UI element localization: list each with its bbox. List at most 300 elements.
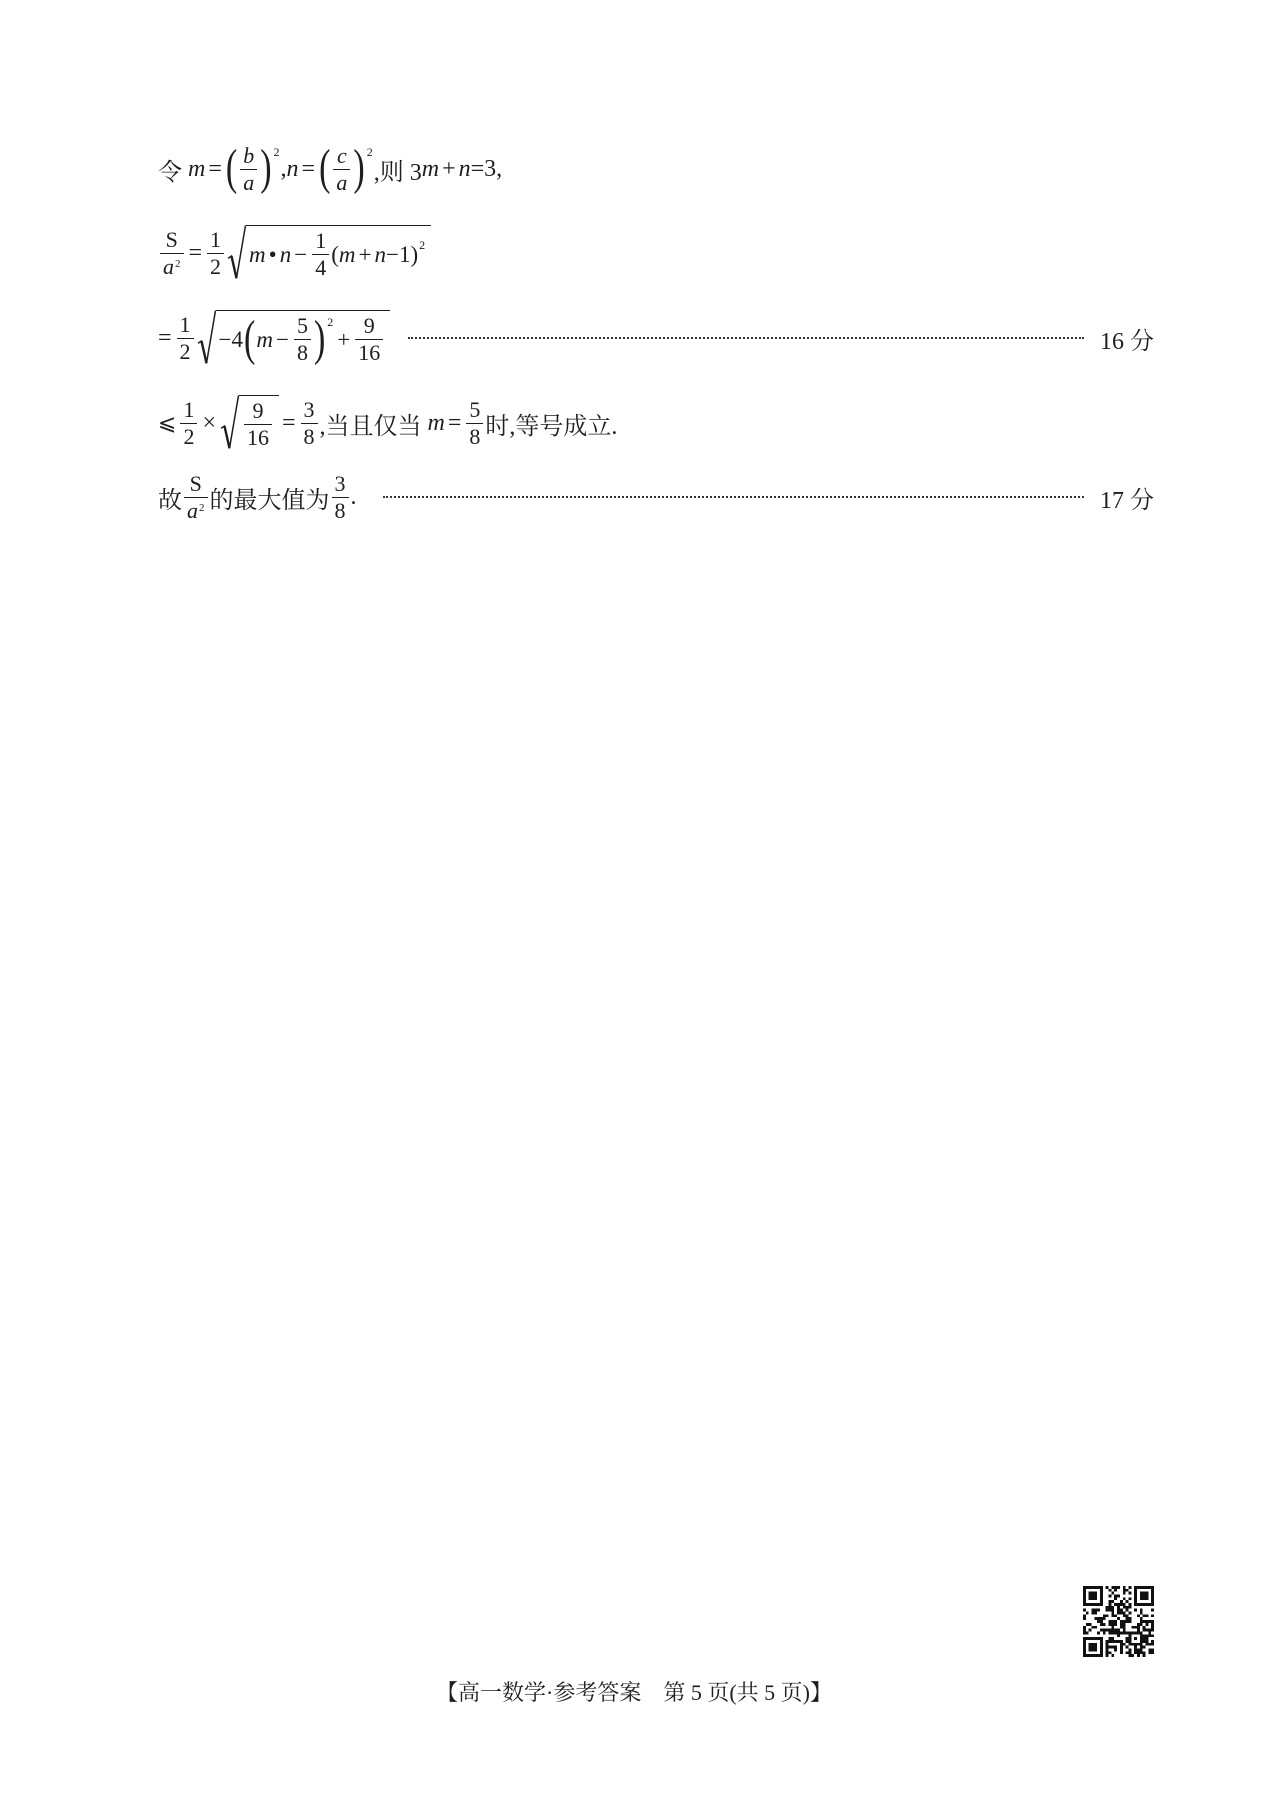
qr-module [1137, 1626, 1140, 1629]
qr-module [1103, 1631, 1106, 1634]
qr-module [1114, 1631, 1117, 1634]
qr-module [1111, 1637, 1114, 1640]
qr-module [1120, 1620, 1123, 1623]
qr-module [1109, 1623, 1112, 1626]
qr-module [1114, 1614, 1117, 1617]
qr-module [1123, 1623, 1126, 1626]
qr-module [1106, 1643, 1109, 1646]
qr-module [1109, 1620, 1112, 1623]
qr-module [1114, 1648, 1117, 1651]
qr-module [1117, 1640, 1120, 1643]
qr-module [1123, 1631, 1126, 1634]
qr-module [1109, 1595, 1112, 1598]
qr-module [1109, 1600, 1112, 1603]
qr-module [1151, 1629, 1154, 1632]
qr-module [1143, 1640, 1146, 1643]
fraction-three-eighths [332, 472, 349, 523]
qr-module [1145, 1637, 1148, 1640]
qr-module [1106, 1648, 1109, 1651]
qr-module [1123, 1586, 1126, 1589]
qr-module [1089, 1592, 1098, 1601]
qr-module [1114, 1623, 1117, 1626]
equals-sign: = [447, 409, 462, 436]
qr-module [1111, 1586, 1114, 1589]
solution-line-3 [158, 306, 1154, 370]
qr-module [1123, 1603, 1126, 1606]
qr-module [1123, 1620, 1126, 1623]
qr-module [1131, 1654, 1134, 1657]
qr-module [1094, 1617, 1097, 1620]
qr-module [1145, 1623, 1148, 1626]
qr-module [1117, 1634, 1120, 1637]
fraction-denominator: 8 [334, 497, 346, 523]
qr-module [1120, 1648, 1123, 1651]
qr-module [1083, 1629, 1086, 1632]
qr-module [1094, 1609, 1097, 1612]
var-n: n [279, 241, 292, 267]
qr-module [1111, 1623, 1114, 1626]
exponent: 2 [419, 238, 426, 252]
qr-module [1128, 1617, 1131, 1620]
qr-code-icon [1083, 1586, 1154, 1657]
fraction-denominator: 4 [315, 255, 327, 280]
qr-module [1123, 1606, 1126, 1609]
var-a: a [163, 253, 174, 279]
qr-module [1128, 1606, 1131, 1609]
qr-module [1148, 1651, 1151, 1654]
exponent: 2 [199, 501, 205, 514]
var-n: n [458, 155, 471, 182]
qr-module [1120, 1651, 1123, 1654]
qr-module [1114, 1595, 1117, 1598]
qr-module [1109, 1609, 1112, 1612]
var-m: m [421, 155, 440, 182]
qr-module [1083, 1614, 1086, 1617]
qr-module [1097, 1631, 1100, 1634]
var-n: n [374, 241, 386, 267]
fraction-numerator: S [160, 228, 184, 254]
fraction-nine-sixteenths [355, 314, 383, 365]
left-paren: ( [331, 241, 339, 267]
fraction-three-eighths [301, 398, 318, 449]
qr-module [1120, 1640, 1123, 1643]
qr-module [1128, 1592, 1131, 1595]
qr-module [1126, 1646, 1129, 1649]
qr-module [1128, 1612, 1131, 1615]
fraction-five-eighths [294, 314, 311, 365]
left-paren: ( [225, 141, 238, 196]
qr-module [1109, 1631, 1112, 1634]
text-equals-three: =3, [470, 155, 503, 182]
qr-module [1117, 1612, 1120, 1615]
right-paren: ) [260, 141, 272, 196]
fraction-numerator: 5 [294, 314, 311, 340]
qr-module [1106, 1646, 1109, 1649]
dot-operator: • [268, 241, 277, 267]
fraction-denominator: 8 [469, 423, 481, 449]
fraction-five-eighths [466, 398, 483, 449]
qr-module [1126, 1589, 1129, 1592]
fraction-numerator: 9 [244, 399, 272, 425]
qr-module [1100, 1629, 1103, 1632]
qr-module [1117, 1606, 1120, 1609]
qr-module [1128, 1603, 1131, 1606]
qr-module [1103, 1623, 1106, 1626]
plus-sign: + [442, 155, 456, 182]
qr-module [1106, 1609, 1109, 1612]
qr-module [1117, 1603, 1120, 1606]
fraction-numerator: 1 [180, 398, 197, 424]
qr-module [1143, 1614, 1146, 1617]
text-ling: 令 [158, 159, 182, 186]
qr-module [1111, 1654, 1114, 1657]
fraction-denominator [184, 498, 208, 523]
qr-module [1151, 1651, 1154, 1654]
qr-module [1117, 1629, 1120, 1632]
qr-module [1140, 1592, 1149, 1601]
left-paren: ( [244, 311, 256, 366]
fraction-c-over-a [333, 144, 350, 195]
qr-module [1120, 1612, 1123, 1615]
qr-module [1111, 1612, 1114, 1615]
qr-module [1106, 1640, 1109, 1643]
qr-module [1148, 1620, 1151, 1623]
qr-module [1083, 1631, 1086, 1634]
qr-module [1083, 1626, 1086, 1629]
qr-module [1120, 1603, 1123, 1606]
qr-module [1083, 1609, 1086, 1612]
qr-module [1106, 1629, 1109, 1632]
qr-module [1143, 1637, 1146, 1640]
qr-module [1111, 1626, 1114, 1629]
exponent: 2 [175, 257, 181, 270]
qr-module [1137, 1614, 1140, 1617]
qr-module [1109, 1606, 1112, 1609]
qr-module [1128, 1586, 1131, 1589]
qr-module [1117, 1586, 1120, 1589]
qr-module [1120, 1643, 1123, 1646]
qr-module [1123, 1592, 1126, 1595]
qr-module [1114, 1589, 1117, 1592]
comma: , [280, 155, 287, 182]
qr-module [1100, 1620, 1103, 1623]
qr-module [1103, 1617, 1106, 1620]
qr-module [1148, 1634, 1151, 1637]
qr-module [1123, 1629, 1126, 1632]
qr-module [1114, 1629, 1117, 1632]
qr-module [1151, 1620, 1154, 1623]
qr-module [1143, 1620, 1146, 1623]
solution-line-2 [158, 221, 431, 285]
qr-module [1111, 1646, 1114, 1649]
qr-module [1151, 1614, 1154, 1617]
fraction-one-quarter [312, 229, 329, 280]
qr-module [1111, 1609, 1114, 1612]
qr-module [1151, 1648, 1154, 1651]
qr-module [1111, 1631, 1114, 1634]
qr-module [1145, 1643, 1148, 1646]
qr-module [1117, 1617, 1120, 1620]
exponent: 2 [327, 315, 334, 329]
qr-module [1140, 1623, 1143, 1626]
qr-module [1145, 1640, 1148, 1643]
qr-module [1137, 1654, 1140, 1657]
qr-module [1143, 1651, 1146, 1654]
qr-module [1151, 1609, 1154, 1612]
radical-sign-icon [220, 395, 239, 451]
qr-module [1128, 1597, 1131, 1600]
qr-module [1134, 1646, 1137, 1649]
qr-module [1148, 1643, 1151, 1646]
qr-module [1123, 1589, 1126, 1592]
page-footer: 【高一数学·参考答案 第 5 页(共 5 页)】 [436, 1680, 832, 1705]
qr-module [1148, 1629, 1151, 1632]
fraction-numerator: b [240, 144, 257, 170]
qr-module [1109, 1629, 1112, 1632]
var-m: m [256, 326, 273, 352]
qr-module [1083, 1617, 1086, 1620]
fraction-b-over-a [240, 144, 257, 195]
left-paren: ( [319, 141, 331, 196]
qr-module [1120, 1600, 1123, 1603]
qr-module [1128, 1620, 1131, 1623]
qr-module [1128, 1651, 1131, 1654]
qr-module [1109, 1589, 1112, 1592]
equals-sign: = [208, 155, 222, 182]
var-m: m [427, 409, 445, 436]
equals-sign: = [281, 409, 296, 436]
qr-module [1114, 1620, 1117, 1623]
var-n: n [286, 155, 299, 182]
qr-module [1137, 1629, 1140, 1632]
qr-module [1126, 1651, 1129, 1654]
solution-line-5 [158, 465, 1154, 529]
text-max-value: 的最大值为 [209, 487, 330, 514]
qr-module [1086, 1623, 1089, 1626]
qr-module [1140, 1620, 1143, 1623]
fraction-one-half [207, 228, 224, 279]
right-paren: ) [353, 141, 365, 196]
qr-module [1143, 1646, 1146, 1649]
qr-module [1086, 1631, 1089, 1634]
qr-module [1097, 1620, 1100, 1623]
radicand [246, 225, 431, 281]
qr-module [1117, 1595, 1120, 1598]
qr-module [1111, 1620, 1114, 1623]
qr-module [1103, 1614, 1106, 1617]
minus-sign: − [294, 241, 308, 267]
minus-sign: − [275, 326, 289, 352]
qr-module [1134, 1626, 1137, 1629]
qr-module [1097, 1609, 1100, 1612]
qr-module [1094, 1626, 1097, 1629]
radicand [239, 395, 279, 451]
fraction-numerator: 9 [355, 314, 383, 340]
qr-module [1143, 1654, 1146, 1657]
fraction-denominator: a [336, 169, 348, 195]
square-root [227, 225, 431, 281]
qr-module [1120, 1609, 1123, 1612]
fraction-denominator: a [243, 169, 255, 195]
less-equal-sign: ⩽ [158, 410, 177, 436]
qr-module [1126, 1606, 1129, 1609]
qr-module [1143, 1626, 1146, 1629]
qr-module [1092, 1609, 1095, 1612]
radical-sign-icon [197, 310, 216, 366]
fraction-denominator: 8 [296, 340, 308, 365]
qr-module [1094, 1612, 1097, 1615]
qr-module [1140, 1612, 1143, 1615]
fraction-denominator: 8 [303, 423, 315, 449]
qr-module [1151, 1634, 1154, 1637]
qr-module [1120, 1626, 1123, 1629]
qr-module [1131, 1626, 1134, 1629]
qr-module [1109, 1637, 1112, 1640]
fraction-s-over-a-squared [184, 472, 208, 523]
fraction-numerator: 3 [301, 398, 318, 424]
fraction-numerator: 5 [466, 398, 483, 424]
qr-module [1106, 1654, 1109, 1657]
equals-sign: = [301, 155, 316, 182]
qr-module [1126, 1600, 1129, 1603]
fraction-denominator: 2 [179, 338, 191, 364]
qr-module [1148, 1648, 1151, 1651]
qr-module [1140, 1617, 1143, 1620]
period: . [350, 483, 357, 510]
qr-module [1140, 1646, 1143, 1649]
qr-module [1106, 1614, 1109, 1617]
qr-module [1117, 1631, 1120, 1634]
text-gu: 故 [158, 487, 182, 514]
fraction-one-half [180, 398, 197, 449]
qr-module [1120, 1631, 1123, 1634]
plus-sign: + [358, 241, 372, 267]
square-root [220, 395, 279, 451]
dotted-leader [383, 496, 1085, 498]
var-m: m [338, 241, 356, 267]
fraction-numerator: 1 [207, 228, 224, 254]
qr-module [1126, 1637, 1129, 1640]
fraction-numerator: 3 [332, 472, 349, 498]
radicand [216, 310, 391, 366]
square-root [197, 310, 391, 366]
qr-module [1109, 1640, 1112, 1643]
qr-module [1114, 1586, 1117, 1589]
qr-module [1134, 1651, 1137, 1654]
qr-module [1097, 1617, 1100, 1620]
qr-module [1120, 1623, 1123, 1626]
fraction-numerator: c [333, 144, 350, 170]
qr-module [1126, 1617, 1129, 1620]
qr-module [1089, 1623, 1092, 1626]
fraction-s-over-a-squared [160, 228, 184, 279]
qr-module [1092, 1626, 1095, 1629]
qr-module [1123, 1626, 1126, 1629]
qr-module [1114, 1640, 1117, 1643]
qr-module [1137, 1651, 1140, 1654]
radical-sign-icon [227, 225, 246, 281]
qr-module [1086, 1612, 1089, 1615]
fraction-denominator: 16 [358, 340, 381, 365]
solution-line-4 [158, 391, 617, 455]
qr-module [1126, 1640, 1129, 1643]
qr-module [1134, 1648, 1137, 1651]
qr-module [1109, 1651, 1112, 1654]
qr-module [1089, 1629, 1092, 1632]
qr-module [1111, 1640, 1114, 1643]
equals-sign: = [188, 239, 203, 266]
qr-module [1128, 1648, 1131, 1651]
qr-module [1111, 1614, 1114, 1617]
text-minus-one: −1) [386, 241, 419, 267]
qr-module [1126, 1631, 1129, 1634]
qr-module [1145, 1614, 1148, 1617]
qr-module [1126, 1609, 1129, 1612]
qr-module [1106, 1586, 1109, 1589]
qr-module [1100, 1623, 1103, 1626]
score-label: 16 分 [1100, 328, 1154, 355]
qr-module [1151, 1626, 1154, 1629]
var-a: a [187, 497, 198, 523]
text-condition: ,当且仅当 [319, 413, 422, 440]
qr-module [1092, 1612, 1095, 1615]
fraction-one-half [177, 313, 194, 364]
qr-module [1114, 1646, 1117, 1649]
var-m: m [188, 155, 206, 182]
qr-module [1114, 1597, 1117, 1600]
equals-sign: = [158, 324, 172, 351]
qr-module [1134, 1609, 1137, 1612]
fraction-nine-sixteenths [244, 399, 272, 450]
qr-module [1126, 1614, 1129, 1617]
text-equality-holds: 时,等号成立. [485, 413, 618, 440]
score-label: 17 分 [1100, 487, 1154, 514]
fraction-denominator: 2 [183, 423, 195, 449]
qr-module [1111, 1629, 1114, 1632]
qr-module [1134, 1637, 1137, 1640]
qr-module [1126, 1620, 1129, 1623]
qr-module [1137, 1648, 1140, 1651]
text-then: ,则 3 [373, 159, 422, 186]
qr-module [1106, 1606, 1109, 1609]
qr-module [1145, 1634, 1148, 1637]
dotted-leader [408, 337, 1084, 339]
coefficient: −4 [218, 326, 244, 352]
qr-module [1111, 1592, 1114, 1595]
exponent: 2 [366, 144, 373, 159]
fraction-numerator: 1 [312, 229, 329, 255]
qr-module [1117, 1609, 1120, 1612]
qr-module [1151, 1643, 1154, 1646]
qr-module [1148, 1631, 1151, 1634]
qr-module [1145, 1620, 1148, 1623]
fraction-numerator: 1 [177, 313, 194, 339]
qr-module [1109, 1646, 1112, 1649]
qr-module [1140, 1609, 1143, 1612]
qr-module [1123, 1643, 1126, 1646]
fraction-numerator: S [184, 472, 208, 498]
var-m: m [249, 241, 266, 267]
qr-module [1140, 1651, 1143, 1654]
qr-module [1103, 1629, 1106, 1632]
qr-module [1140, 1648, 1143, 1651]
qr-module [1151, 1640, 1154, 1643]
fraction-denominator [160, 254, 184, 279]
qr-module [1145, 1629, 1148, 1632]
qr-module [1106, 1651, 1109, 1654]
qr-module [1151, 1623, 1154, 1626]
qr-module [1143, 1634, 1146, 1637]
